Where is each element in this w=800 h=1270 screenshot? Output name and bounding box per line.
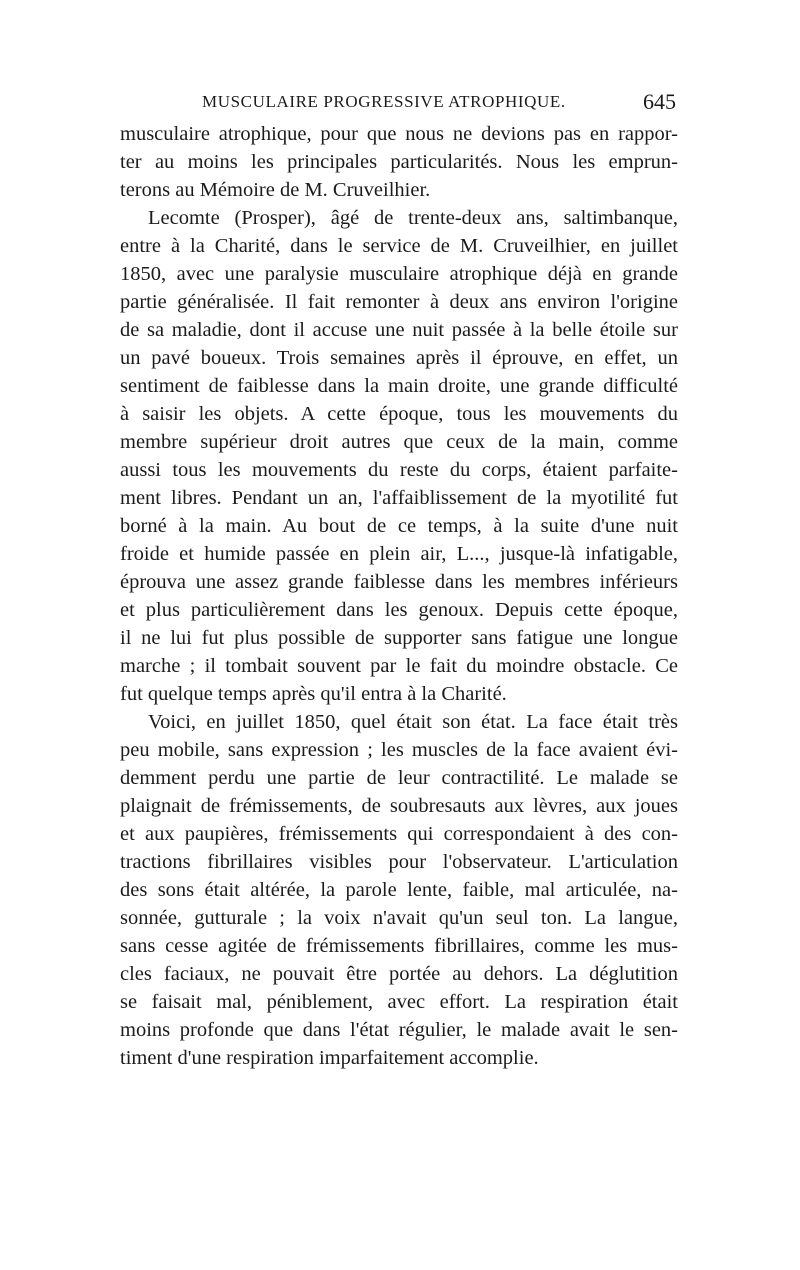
text-line: et plus particulièrement dans les genoux. Depuis cette époque, — [120, 599, 678, 621]
text-line: des sons était altérée, la parole lente, faible, mal articulée, na- — [120, 879, 678, 901]
text-line: sans cesse agitée de frémissements fibrillaires, comme les mus- — [120, 935, 678, 957]
text-line: timent d'une respiration imparfaitement accomplie. — [120, 1047, 539, 1069]
text-line: membre supérieur droit autres que ceux de la main, comme — [120, 431, 678, 453]
text-line: ter au moins les principales particularités. Nous les emprun- — [120, 151, 678, 173]
text-line: musculaire atrophique, pour que nous ne devions pas en rappor- — [120, 123, 678, 145]
text-line: tractions fibrillaires visibles pour l'observateur. L'articulation — [120, 851, 678, 873]
text-line: peu mobile, sans expression ; les muscles de la face avaient évi- — [120, 739, 678, 761]
running-head — [120, 89, 678, 118]
text-line: à saisir les objets. A cette époque, tous les mouvements du — [120, 403, 678, 425]
text-line: se faisait mal, péniblement, avec effort. La respiration était — [120, 991, 678, 1013]
text-line: ment libres. Pendant un an, l'affaiblissement de la myotilité fut — [120, 487, 678, 509]
text-line: aussi tous les mouvements du reste du corps, étaient parfaite- — [120, 459, 678, 481]
page-number: 645 — [643, 89, 676, 114]
paragraph-first-line: Voici, en juillet 1850, quel était son état. La face était très — [148, 711, 678, 733]
text-line: froide et humide passée en plein air, L..., jusque-là infatigable, — [120, 543, 678, 565]
text-line: éprouva une assez grande faiblesse dans les membres inférieurs — [120, 571, 678, 593]
text-line: plaignait de frémissements, de soubresauts aux lèvres, aux joues — [120, 795, 678, 817]
text-line: sentiment de faiblesse dans la main droite, une grande difficulté — [120, 375, 678, 397]
text-line: et aux paupières, frémissements qui correspondaient à des con- — [120, 823, 678, 845]
text-line: fut quelque temps après qu'il entra à la Charité. — [120, 683, 507, 705]
running-title: MUSCULAIRE PROGRESSIVE ATROPHIQUE. — [202, 92, 566, 111]
text-line: il ne lui fut plus possible de supporter sans fatigue une longue — [120, 627, 678, 649]
text-line: 1850, avec une paralysie musculaire atrophique déjà en grande — [120, 263, 678, 285]
text-line: terons au Mémoire de M. Cruveilhier. — [120, 179, 431, 201]
text-line: marche ; il tombait souvent par le fait du moindre obstacle. Ce — [120, 655, 678, 677]
text-line: un pavé boueux. Trois semaines après il éprouve, en effet, un — [120, 347, 678, 369]
text-line: entre à la Charité, dans le service de M. Cruveilhier, en juillet — [120, 235, 678, 257]
text-line: demment perdu une partie de leur contractilité. Le malade se — [120, 767, 678, 789]
text-line: moins profonde que dans l'état régulier, le malade avait le sen- — [120, 1019, 678, 1041]
body-text — [120, 120, 678, 1072]
text-line: cles faciaux, ne pouvait être portée au dehors. La déglutition — [120, 963, 678, 985]
text-line: de sa maladie, dont il accuse une nuit passée à la belle étoile sur — [120, 319, 678, 341]
text-line: sonnée, gutturale ; la voix n'avait qu'un seul ton. La langue, — [120, 907, 678, 929]
text-line: partie généralisée. Il fait remonter à deux ans environ l'origine — [120, 291, 678, 313]
paragraph-first-line: Lecomte (Prosper), âgé de trente-deux ans, saltimbanque, — [148, 207, 678, 229]
text-line: borné à la main. Au bout de ce temps, à la suite d'une nuit — [120, 515, 678, 537]
